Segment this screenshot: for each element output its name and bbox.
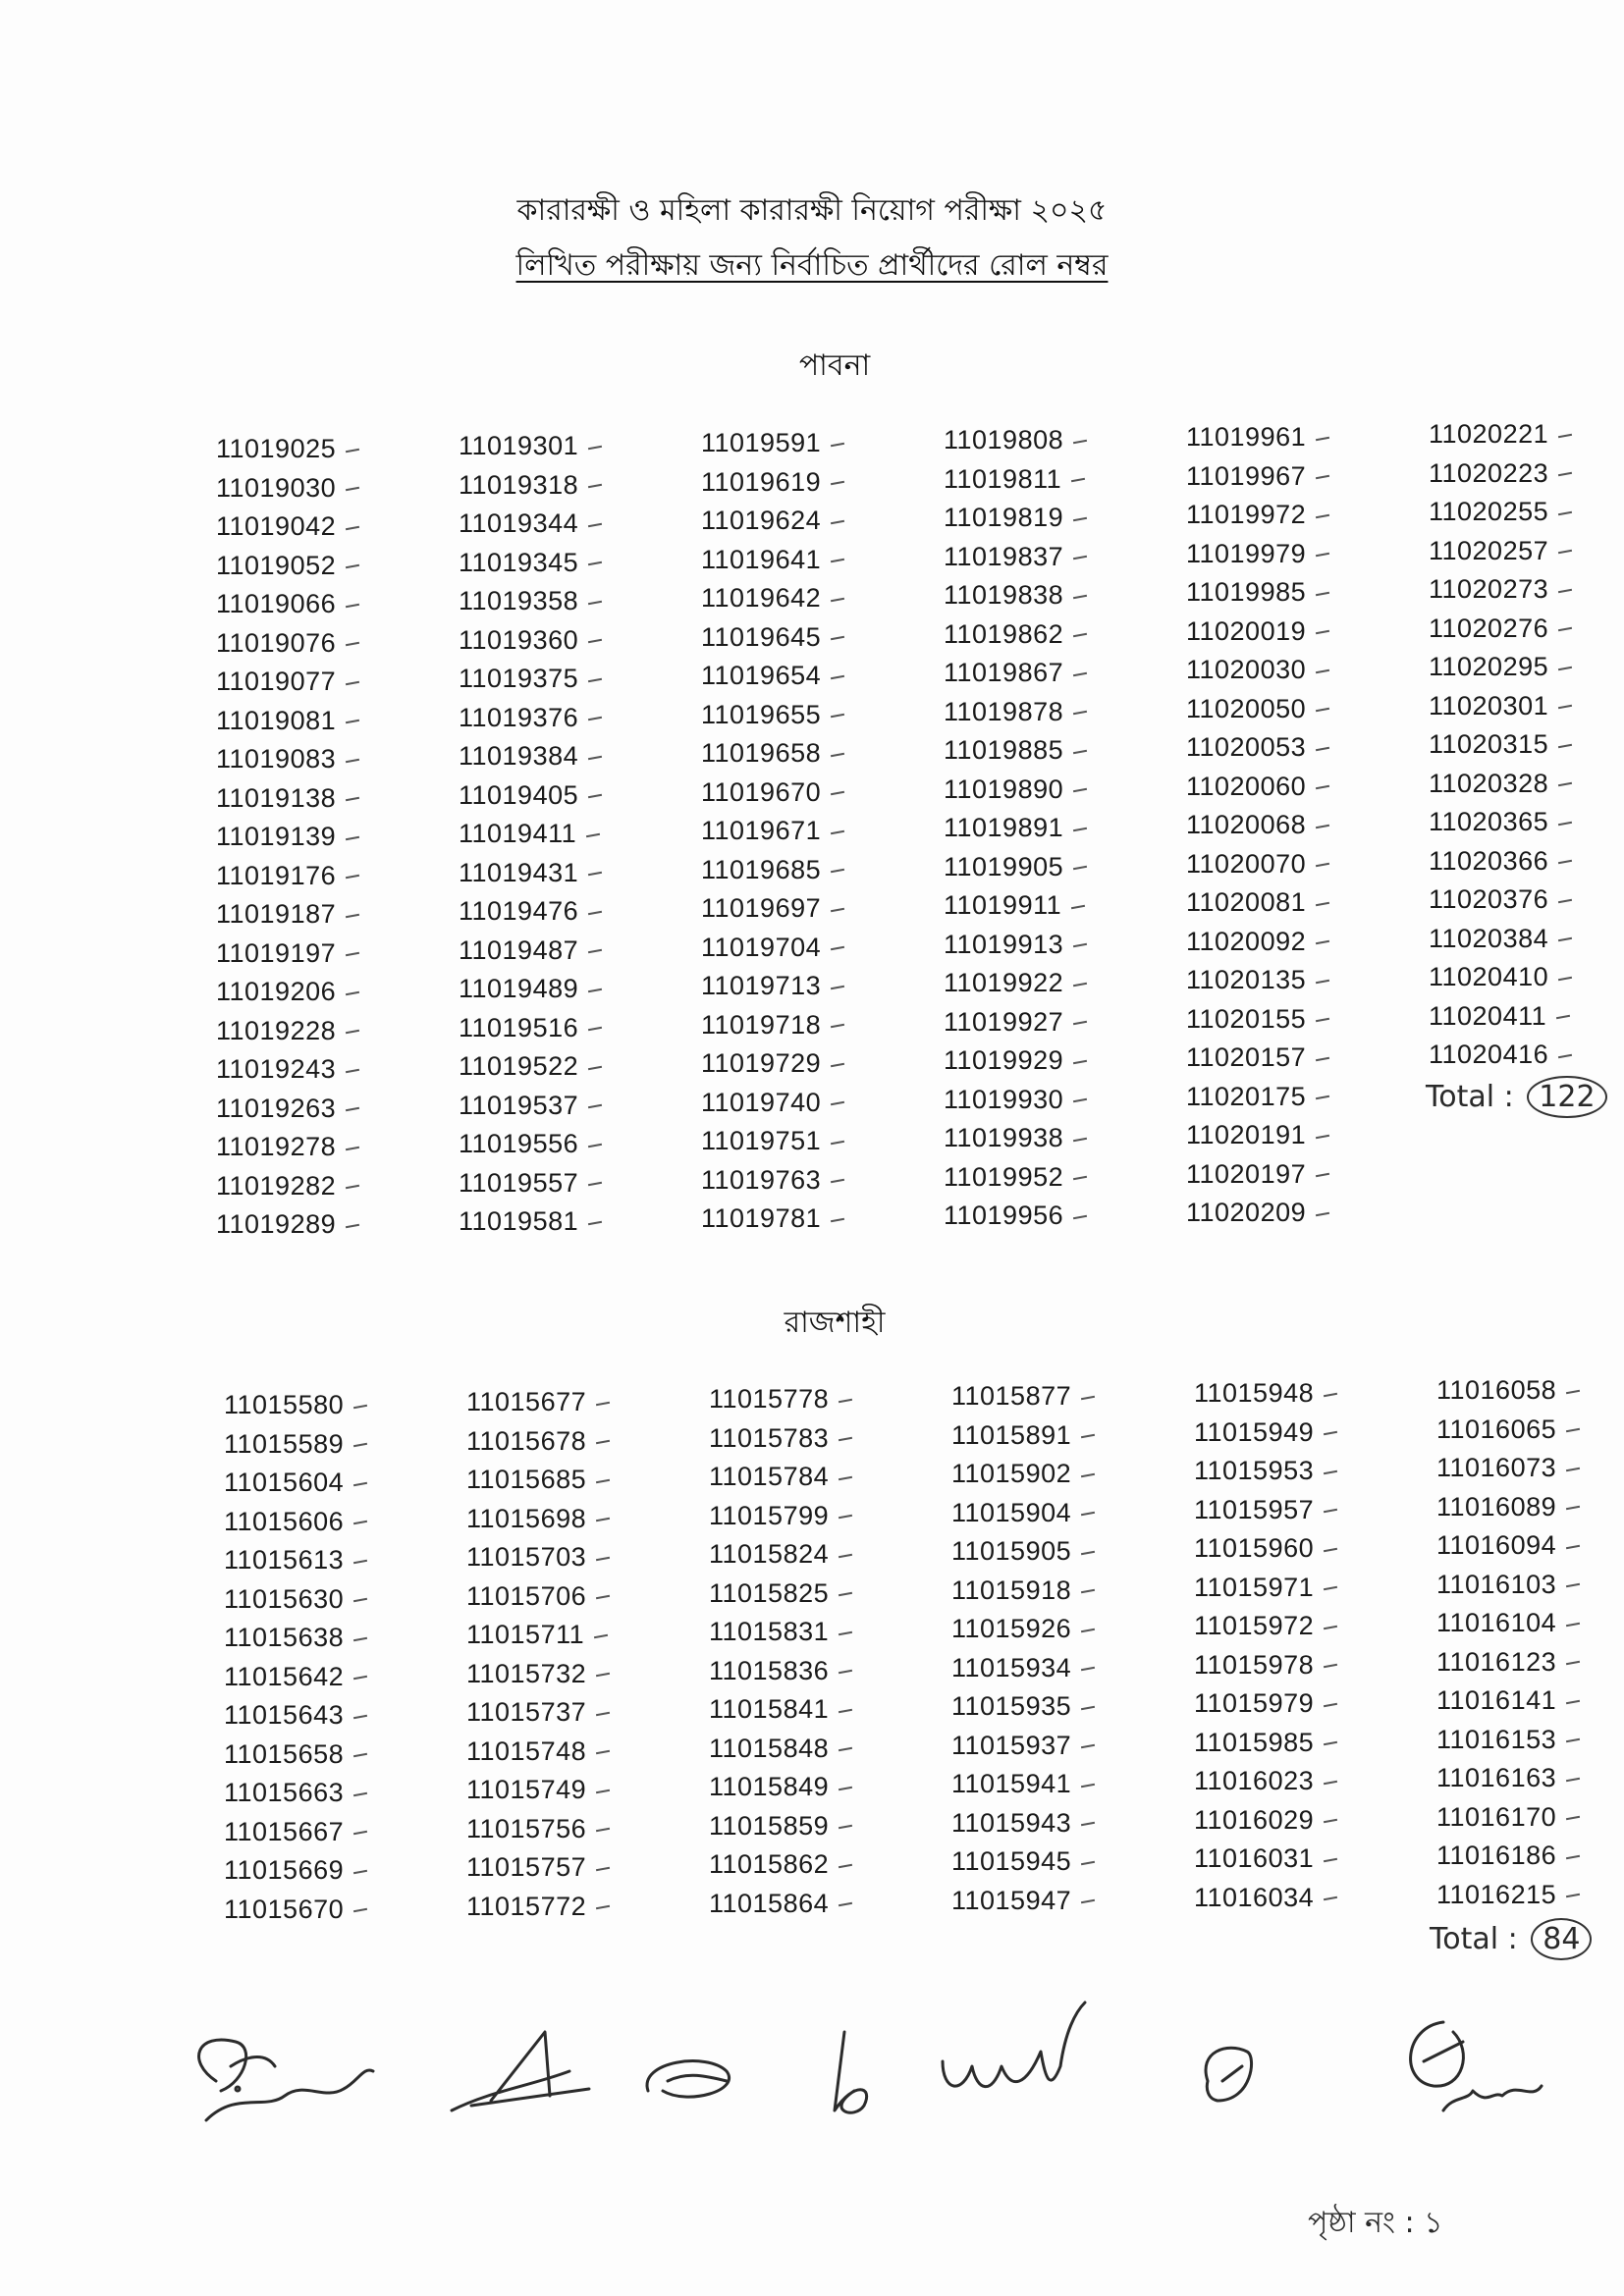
roll-number: 11015757: [466, 1848, 682, 1888]
roll-number: 11015877: [951, 1377, 1167, 1416]
roll-number: 11019077: [216, 663, 432, 702]
signature-1: [199, 2040, 373, 2120]
roll-number: 11019243: [216, 1050, 432, 1090]
roll-number: 11019740: [701, 1084, 917, 1123]
roll-number: 11015905: [951, 1532, 1167, 1572]
roll-number: 11019619: [701, 463, 917, 503]
roll-number: 11019808: [944, 421, 1160, 460]
roll-number: 11019066: [216, 585, 432, 624]
roll-number: 11019176: [216, 857, 432, 896]
roll-number: 11019878: [944, 693, 1160, 732]
roll-number: 11020301: [1429, 687, 1624, 726]
roll-number: 11019729: [701, 1044, 917, 1084]
roll-number: 11020050: [1186, 690, 1402, 729]
roll-number: 11020209: [1186, 1194, 1402, 1233]
roll-number: 11019522: [459, 1047, 675, 1087]
roll-number: 11019967: [1186, 457, 1402, 497]
roll-column: [944, 421, 1160, 1236]
roll-number: 11019139: [216, 818, 432, 857]
roll-number: 11016058: [1436, 1371, 1624, 1411]
roll-number: 11016141: [1436, 1682, 1624, 1721]
roll-number: 11016089: [1436, 1488, 1624, 1527]
roll-number: 11019929: [944, 1041, 1160, 1081]
roll-number: 11020070: [1186, 845, 1402, 884]
roll-column: [459, 427, 675, 1242]
roll-number: 11015589: [224, 1425, 440, 1465]
roll-number: 11015972: [1194, 1607, 1410, 1646]
total-label: Total :: [1430, 1922, 1518, 1956]
roll-number: 11019867: [944, 654, 1160, 693]
roll-number: 11019938: [944, 1119, 1160, 1158]
roll-number: 11016215: [1436, 1876, 1624, 1915]
page-number: পৃষ্ঠা নং : ১: [1308, 2206, 1443, 2240]
total-label: Total :: [1426, 1080, 1514, 1114]
roll-column: [224, 1386, 440, 1929]
roll-number: 11015613: [224, 1541, 440, 1580]
roll-number: 11020197: [1186, 1155, 1402, 1195]
roll-number: 11019042: [216, 507, 432, 547]
roll-number: 11019318: [459, 466, 675, 506]
roll-number: 11016065: [1436, 1411, 1624, 1450]
roll-number: 11020053: [1186, 728, 1402, 768]
roll-number: 11020191: [1186, 1116, 1402, 1155]
roll-number: 11015756: [466, 1810, 682, 1849]
roll-number: 11015971: [1194, 1569, 1410, 1608]
roll-number: 11015948: [1194, 1374, 1410, 1414]
roll-number: 11015678: [466, 1422, 682, 1462]
roll-number: 11019289: [216, 1205, 432, 1245]
roll-number: 11015642: [224, 1658, 440, 1697]
roll-number: 11015979: [1194, 1684, 1410, 1724]
roll-number: 11019885: [944, 731, 1160, 771]
roll-number: 11015937: [951, 1727, 1167, 1766]
roll-number: 11015737: [466, 1693, 682, 1733]
roll-number: 11019345: [459, 544, 675, 583]
roll-number: 11015849: [709, 1768, 925, 1807]
roll-number: 11020273: [1429, 570, 1624, 610]
roll-number: 11020019: [1186, 613, 1402, 652]
roll-number: 11016123: [1436, 1643, 1624, 1682]
roll-number: 11019658: [701, 734, 917, 774]
roll-number: 11015904: [951, 1494, 1167, 1533]
roll-number: 11019624: [701, 502, 917, 541]
roll-number: 11019537: [459, 1087, 675, 1126]
roll-number: 11019979: [1186, 535, 1402, 574]
signatures-row: [177, 1973, 1610, 2160]
roll-number: 11020411: [1429, 997, 1624, 1037]
roll-number: 11019811: [944, 460, 1160, 500]
roll-number: 11019670: [701, 774, 917, 813]
roll-number: 11019697: [701, 889, 917, 929]
roll-number: 11019838: [944, 576, 1160, 615]
roll-number: 11020295: [1429, 648, 1624, 687]
roll-number: 11020155: [1186, 1000, 1402, 1040]
roll-number: 11020081: [1186, 883, 1402, 923]
roll-number: 11015778: [709, 1380, 925, 1419]
roll-number: 11016073: [1436, 1449, 1624, 1488]
roll-column: [466, 1383, 682, 1926]
roll-number: 11020221: [1429, 415, 1624, 454]
roll-column: [216, 430, 432, 1245]
signature-3: [647, 2061, 730, 2097]
roll-number: 11015864: [709, 1885, 925, 1924]
document-subtitle: [0, 241, 1624, 292]
roll-number: 11015848: [709, 1730, 925, 1769]
roll-number: 11020416: [1429, 1036, 1624, 1075]
roll-number: 11015658: [224, 1735, 440, 1775]
roll-number: 11016029: [1194, 1801, 1410, 1841]
roll-column: [1194, 1374, 1410, 1917]
roll-number: 11019278: [216, 1128, 432, 1167]
roll-number: 11015941: [951, 1765, 1167, 1804]
roll-number: 11020175: [1186, 1078, 1402, 1117]
roll-number: 11020376: [1429, 881, 1624, 920]
roll-number: 11019704: [701, 929, 917, 968]
roll-number: 11019516: [459, 1009, 675, 1048]
roll-number: 11015945: [951, 1842, 1167, 1882]
roll-number: 11019837: [944, 538, 1160, 577]
roll-number: 11019344: [459, 505, 675, 544]
roll-number: 11019187: [216, 895, 432, 934]
roll-number: 11019405: [459, 776, 675, 816]
document-subtitle-text: লিখিত পরীক্ষায় জন্য নির্বাচিত প্রার্থীদের রোল নম্বর: [515, 248, 1109, 283]
section-total-rajshahi: [1430, 1918, 1592, 1960]
roll-number: 11019263: [216, 1090, 432, 1129]
roll-number: 11019819: [944, 499, 1160, 538]
roll-number: 11015643: [224, 1696, 440, 1735]
roll-number: 11020410: [1429, 958, 1624, 997]
roll-number: 11019905: [944, 848, 1160, 887]
roll-number: 11019228: [216, 1012, 432, 1051]
roll-number: 11019641: [701, 541, 917, 580]
roll-number: 11019076: [216, 624, 432, 664]
roll-number: 11015841: [709, 1690, 925, 1730]
roll-number: 11020135: [1186, 961, 1402, 1000]
roll-number: 11019985: [1186, 573, 1402, 613]
roll-column: [1186, 418, 1402, 1233]
roll-number: 11019489: [459, 970, 675, 1009]
roll-number: 11015711: [466, 1616, 682, 1655]
roll-number: 11019972: [1186, 496, 1402, 535]
roll-number: 11015630: [224, 1580, 440, 1620]
roll-number: 11015918: [951, 1572, 1167, 1611]
roll-number: 11019655: [701, 696, 917, 735]
roll-number: 11020092: [1186, 923, 1402, 962]
document-title: কারারক্ষী ও মহিলা কারারক্ষী নিয়োগ পরীক্ষা ২০২৫: [516, 193, 1108, 228]
roll-number: 11019581: [459, 1202, 675, 1242]
roll-number: 11019206: [216, 973, 432, 1012]
roll-number: 11019654: [701, 657, 917, 696]
roll-number: 11019930: [944, 1081, 1160, 1120]
section-heading-pabna: পাবনা: [798, 348, 871, 383]
roll-number: 11015985: [1194, 1724, 1410, 1763]
total-value-circled: 84: [1531, 1918, 1592, 1960]
roll-number: 11015949: [1194, 1414, 1410, 1453]
roll-number: 11019282: [216, 1167, 432, 1206]
roll-number: 11015891: [951, 1416, 1167, 1456]
roll-number: 11019952: [944, 1158, 1160, 1198]
signature-7: [1411, 2022, 1542, 2110]
roll-number: 11015663: [224, 1774, 440, 1813]
roll-number: 11019431: [459, 854, 675, 893]
roll-number: 11019961: [1186, 418, 1402, 457]
roll-number: 11015836: [709, 1652, 925, 1691]
roll-number: 11019556: [459, 1125, 675, 1164]
roll-number: 11019030: [216, 469, 432, 508]
roll-number: 11015698: [466, 1500, 682, 1539]
roll-number: 11015677: [466, 1383, 682, 1422]
roll-number: 11016163: [1436, 1759, 1624, 1798]
roll-number: 11016186: [1436, 1837, 1624, 1876]
roll-number: 11020223: [1429, 454, 1624, 494]
roll-number: 11015926: [951, 1610, 1167, 1649]
roll-number: 11019083: [216, 740, 432, 779]
roll-number: 11015732: [466, 1655, 682, 1694]
roll-number: 11019718: [701, 1006, 917, 1045]
signature-4: [835, 2032, 867, 2112]
roll-number: 11015978: [1194, 1646, 1410, 1685]
roll-number: 11020157: [1186, 1039, 1402, 1078]
roll-number: 11015859: [709, 1807, 925, 1846]
roll-number: 11019890: [944, 771, 1160, 810]
roll-number: 11020365: [1429, 803, 1624, 842]
roll-number: 11019642: [701, 579, 917, 618]
roll-number: 11015825: [709, 1575, 925, 1614]
roll-number: 11015703: [466, 1538, 682, 1577]
roll-number: 11019197: [216, 934, 432, 974]
section-total-pabna: [1426, 1076, 1607, 1118]
roll-number: 11019645: [701, 618, 917, 658]
roll-number: 11016104: [1436, 1604, 1624, 1643]
roll-number: 11015947: [951, 1882, 1167, 1921]
roll-number: 11019591: [701, 424, 917, 463]
roll-number: 11015960: [1194, 1529, 1410, 1569]
roll-number: 11015943: [951, 1804, 1167, 1843]
roll-number: 11020257: [1429, 532, 1624, 571]
roll-number: 11015604: [224, 1464, 440, 1503]
roll-number: 11015799: [709, 1497, 925, 1536]
roll-number: 11020276: [1429, 610, 1624, 649]
roll-number: 11019781: [701, 1200, 917, 1239]
roll-number: 11019375: [459, 660, 675, 699]
roll-number: 11015934: [951, 1649, 1167, 1688]
roll-number: 11016031: [1194, 1840, 1410, 1879]
roll-number: 11019713: [701, 967, 917, 1006]
roll-number: 11016170: [1436, 1798, 1624, 1838]
section-heading-rajshahi: রাজশাহী: [784, 1306, 886, 1340]
roll-number: 11016153: [1436, 1721, 1624, 1760]
roll-number: 11019557: [459, 1164, 675, 1203]
roll-number: 11016103: [1436, 1566, 1624, 1605]
roll-number: 11015831: [709, 1613, 925, 1652]
roll-column: [709, 1380, 925, 1923]
roll-number: 11020060: [1186, 768, 1402, 807]
roll-number: 11016034: [1194, 1879, 1410, 1918]
roll-number: 11019913: [944, 926, 1160, 965]
roll-column: [701, 424, 917, 1239]
roll-number: 11019751: [701, 1122, 917, 1161]
roll-number: 11015824: [709, 1535, 925, 1575]
roll-number: 11015580: [224, 1386, 440, 1425]
roll-number: 11016023: [1194, 1762, 1410, 1801]
roll-number: 11015902: [951, 1455, 1167, 1494]
roll-number: 11019476: [459, 892, 675, 932]
roll-number: 11015670: [224, 1891, 440, 1930]
roll-number: 11019358: [459, 582, 675, 621]
total-value-circled: 122: [1527, 1076, 1606, 1118]
roll-number: 11019891: [944, 809, 1160, 848]
roll-number: 11019685: [701, 851, 917, 890]
roll-number: 11020030: [1186, 651, 1402, 690]
roll-number: 11015772: [466, 1888, 682, 1927]
roll-number: 11015669: [224, 1851, 440, 1891]
roll-number: 11016094: [1436, 1526, 1624, 1566]
roll-number: 11019081: [216, 702, 432, 741]
roll-number: 11019384: [459, 737, 675, 776]
signature-6: [1206, 2048, 1252, 2101]
roll-number: 11020315: [1429, 725, 1624, 765]
roll-number: 11019376: [459, 699, 675, 738]
roll-number: 11019763: [701, 1161, 917, 1201]
roll-number: 11019360: [459, 621, 675, 661]
roll-number: 11019671: [701, 812, 917, 851]
signature-5: [943, 2002, 1085, 2087]
roll-number: 11019301: [459, 427, 675, 466]
roll-number: 11020366: [1429, 842, 1624, 881]
roll-number: 11020068: [1186, 806, 1402, 845]
roll-number: 11015749: [466, 1771, 682, 1810]
roll-number: 11015706: [466, 1577, 682, 1617]
roll-number: 11015935: [951, 1687, 1167, 1727]
signature-2: [452, 2032, 589, 2110]
roll-number: 11019956: [944, 1197, 1160, 1236]
roll-number: 11015957: [1194, 1491, 1410, 1530]
roll-column: [1436, 1371, 1624, 1914]
roll-number: 11019922: [944, 964, 1160, 1003]
roll-column: [951, 1377, 1167, 1920]
roll-number: 11015862: [709, 1845, 925, 1885]
roll-number: 11019025: [216, 430, 432, 469]
roll-number: 11015748: [466, 1733, 682, 1772]
roll-number: 11019862: [944, 615, 1160, 655]
roll-number: 11020384: [1429, 920, 1624, 959]
roll-number: 11015784: [709, 1458, 925, 1497]
roll-number: 11015667: [224, 1813, 440, 1852]
roll-number: 11015606: [224, 1503, 440, 1542]
roll-number: 11019411: [459, 815, 675, 854]
roll-number: 11020255: [1429, 493, 1624, 532]
roll-number: 11019911: [944, 886, 1160, 926]
roll-number: 11019052: [216, 547, 432, 586]
roll-number: 11019138: [216, 779, 432, 819]
roll-column: [1429, 415, 1624, 1075]
roll-number: 11015783: [709, 1419, 925, 1459]
roll-number: 11019487: [459, 932, 675, 971]
roll-number: 11015638: [224, 1619, 440, 1658]
roll-number: 11020328: [1429, 765, 1624, 804]
roll-number: 11019927: [944, 1003, 1160, 1042]
roll-number: 11015685: [466, 1461, 682, 1500]
roll-number: 11015953: [1194, 1452, 1410, 1491]
